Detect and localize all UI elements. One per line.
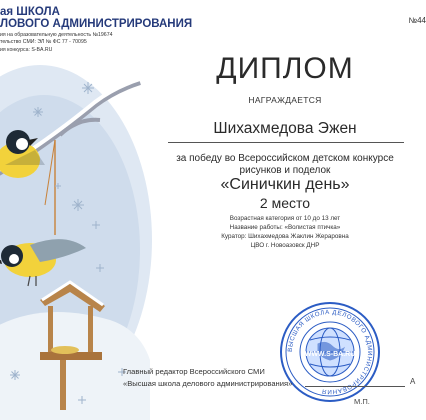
org-name-line1: ая ШКОЛА [0, 6, 60, 18]
work-title: Название работы: «Волистая птичка» [229, 224, 341, 231]
winter-birds-illustration [0, 0, 193, 420]
editor-title-line1: Главный редактор Всероссийского СМИ [123, 367, 265, 376]
seal-placeholder-label: М.П. [354, 397, 370, 406]
diploma-title: ДИПЛОМ [216, 52, 354, 85]
place-awarded: 2 место [259, 195, 311, 211]
victory-text-line1: за победу во Всероссийском детском конкурсе [176, 153, 394, 164]
signature-line [305, 386, 405, 387]
stamp-ring-text: ВЫСШАЯ ШКОЛА ДЕЛОВОГО АДМИНИСТРИРОВАНИЯ [286, 308, 374, 396]
name-underline [168, 142, 404, 143]
curator: Куратор: Шихахмедова Жаклин Жераровна [221, 233, 349, 240]
document-number: №44 [408, 16, 426, 25]
signature-letter: А [410, 377, 416, 386]
organization-header [0, 6, 193, 54]
editor-title-line2: «Высшая школа делового администрирования» [123, 379, 293, 388]
stamp-center-text: WWW.S-BA.RU [304, 351, 356, 358]
victory-text-line2: рисунков и поделок [239, 165, 331, 176]
school: ЦВО г. Новоазовск ДНР [250, 242, 320, 249]
recipient-name: Шихахмедова Эжен [213, 120, 357, 137]
official-stamp [278, 300, 382, 404]
org-name-line2: ЛОВОГО АДМИНИСТРИРОВАНИЯ [0, 18, 193, 30]
event-name: «Синичкин день» [220, 176, 350, 193]
awarded-label: НАГРАЖДАЕТСЯ [248, 95, 322, 105]
media-registration-text: тельство СМИ: ЭЛ № ФС 77 - 70095 [0, 39, 87, 46]
age-category: Возрастная категория от 10 до 13 лет [229, 215, 341, 222]
site-text: ия конкурса: S-BA.RU [0, 46, 53, 53]
license-text: ия на образовательную деятельность №19674 [0, 32, 113, 38]
